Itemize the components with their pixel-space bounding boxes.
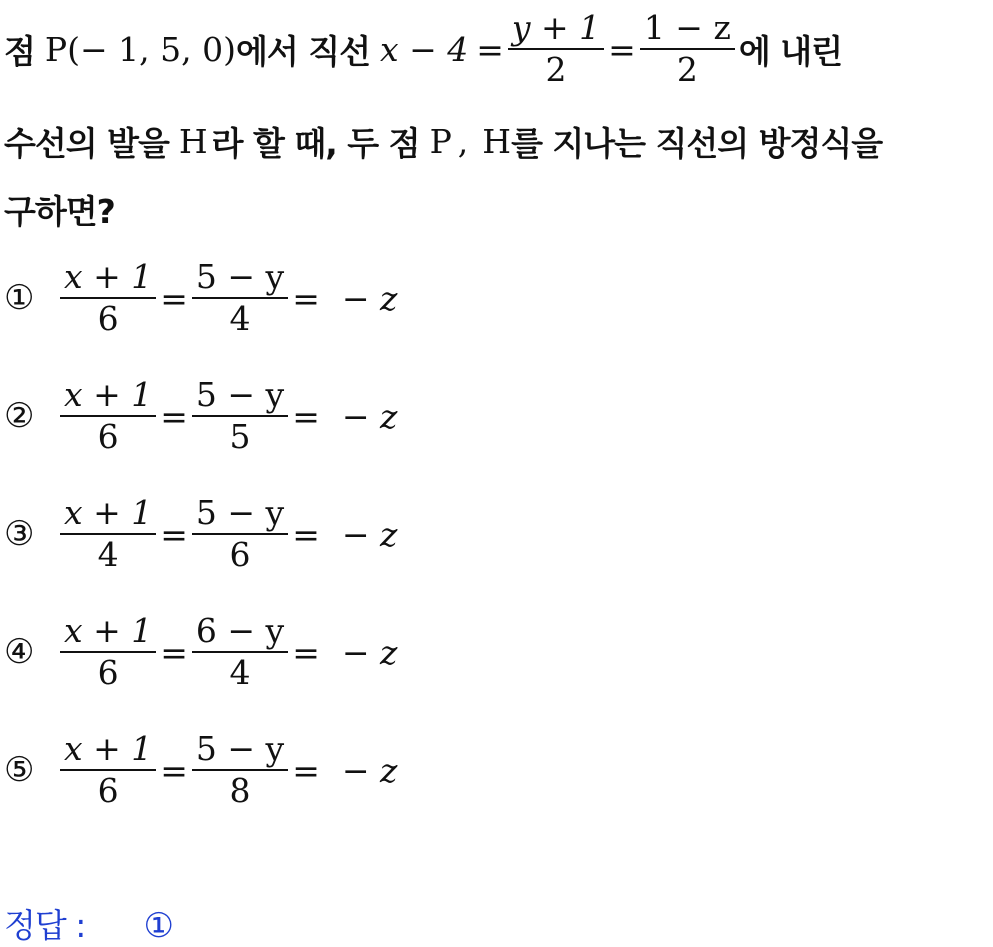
- equals-sign: =: [292, 514, 320, 554]
- question-text: 를 지나는 직선의 방정식을: [511, 123, 883, 163]
- option-number: ②: [4, 396, 35, 436]
- option-fraction-x: [60, 375, 156, 457]
- option-1[interactable]: [4, 252, 397, 344]
- fraction-denominator: 6: [97, 417, 119, 456]
- equals-sign: =: [476, 29, 504, 69]
- equals-sign: =: [292, 396, 320, 436]
- line-eq-lhs: x − 4: [379, 29, 469, 69]
- fraction-numerator: 6 − y: [195, 611, 285, 650]
- equals-sign: =: [160, 750, 188, 790]
- point-p-label: P: [429, 121, 452, 161]
- fraction-numerator: 5 − y: [195, 375, 285, 414]
- fraction-denominator: 4: [97, 535, 119, 574]
- equals-sign: =: [160, 632, 188, 672]
- option-5[interactable]: [4, 724, 397, 816]
- equals-sign: =: [160, 396, 188, 436]
- option-fraction-y: [192, 375, 288, 457]
- option-number: ③: [4, 514, 35, 554]
- question-text: 라 할 때, 두 점: [211, 123, 420, 163]
- question-line-1: [4, 4, 842, 94]
- answer-label: 정답 :: [4, 906, 86, 945]
- equals-sign: =: [160, 278, 188, 318]
- option-fraction-x: [60, 493, 156, 575]
- option-fraction-y: [192, 611, 288, 693]
- equals-sign: =: [608, 29, 636, 69]
- equals-sign: =: [292, 750, 320, 790]
- question-text: 에서 직선: [235, 31, 370, 71]
- question-text: 점: [4, 31, 35, 71]
- option-3[interactable]: [4, 488, 397, 580]
- option-tail-z: − z: [341, 396, 398, 436]
- fraction-denominator: 6: [97, 299, 119, 338]
- fraction-numerator: 5 − y: [195, 729, 285, 768]
- question-text: 구하면?: [4, 191, 115, 231]
- comma: ,: [457, 121, 469, 161]
- option-fraction-y: [192, 729, 288, 811]
- question-text: 에 내린: [738, 31, 842, 71]
- option-tail-z: − z: [341, 278, 398, 318]
- fraction-numerator: x + 1: [64, 729, 153, 768]
- fraction-numerator: x + 1: [64, 257, 153, 296]
- fraction-denominator: 6: [97, 771, 119, 810]
- option-2[interactable]: [4, 370, 397, 462]
- option-number: ①: [4, 278, 35, 318]
- fraction-numerator: 5 − y: [195, 493, 285, 532]
- line-eq-fraction-y: [508, 8, 604, 90]
- option-number: ④: [4, 632, 35, 672]
- fraction-numerator: y + 1: [511, 8, 601, 47]
- option-fraction-x: [60, 611, 156, 693]
- fraction-denominator: 8: [229, 771, 251, 810]
- fraction-numerator: x + 1: [64, 375, 153, 414]
- option-tail-z: − z: [341, 632, 398, 672]
- point-h-label: H: [482, 121, 512, 161]
- question-line-3: [4, 186, 115, 232]
- point-h-label: H: [178, 121, 208, 161]
- fraction-denominator: 4: [229, 653, 251, 692]
- line-eq-fraction-z: [640, 8, 735, 90]
- option-tail-z: − z: [341, 750, 398, 790]
- point-p-coords: (− 1, 5, 0): [67, 29, 236, 69]
- equals-sign: =: [292, 278, 320, 318]
- option-fraction-y: [192, 257, 288, 339]
- option-fraction-x: [60, 729, 156, 811]
- fraction-denominator: 4: [229, 299, 251, 338]
- option-number: ⑤: [4, 750, 35, 790]
- option-4[interactable]: [4, 606, 397, 698]
- fraction-denominator: 6: [229, 535, 251, 574]
- point-p-label: P: [44, 29, 68, 69]
- equals-sign: =: [292, 632, 320, 672]
- equals-sign: =: [160, 514, 188, 554]
- fraction-denominator: 6: [97, 653, 119, 692]
- fraction-numerator: 1 − z: [643, 8, 731, 47]
- fraction-denominator: 5: [229, 417, 251, 456]
- fraction-numerator: x + 1: [64, 611, 153, 650]
- answer-value: ①: [143, 906, 175, 946]
- fraction-numerator: 5 − y: [195, 257, 285, 296]
- question-line-2: [4, 118, 882, 164]
- fraction-numerator: x + 1: [64, 493, 153, 532]
- fraction-denominator: 2: [545, 50, 567, 89]
- answer-line: [4, 900, 174, 947]
- option-fraction-x: [60, 257, 156, 339]
- option-fraction-y: [192, 493, 288, 575]
- question-text: 수선의 발을: [4, 123, 169, 163]
- option-tail-z: − z: [341, 514, 398, 554]
- fraction-denominator: 2: [676, 50, 698, 89]
